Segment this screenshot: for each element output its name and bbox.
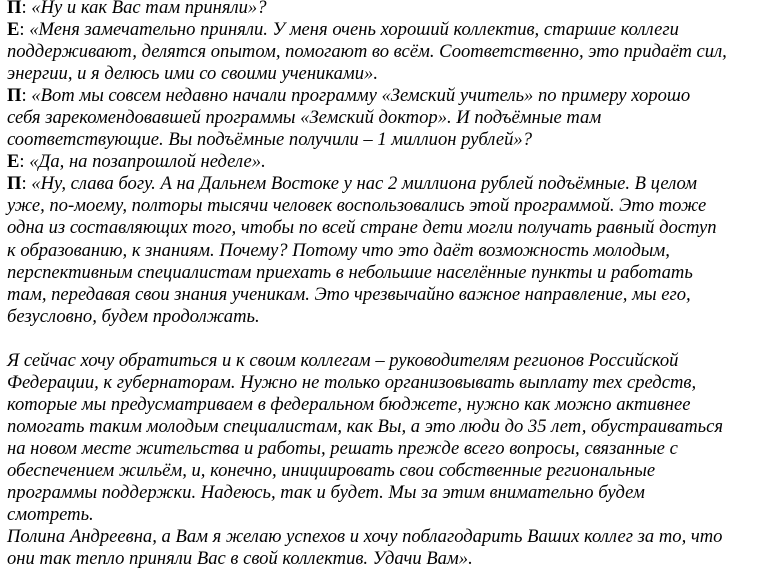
line-text: «Ну и как Вас там приняли»?: [31, 0, 267, 18]
text-line: [7, 262, 767, 284]
speaker-separator: :: [21, 85, 32, 107]
line-text: смотреть.: [7, 504, 94, 526]
text-line: [7, 0, 767, 19]
line-text: «Вот мы совсем недавно начали программу «Земский учитель» по примеру хорошо: [31, 85, 691, 107]
text-line: [7, 548, 767, 570]
speaker-label: П: [7, 0, 22, 18]
speaker-label: Е: [7, 19, 20, 41]
line-text: Федерации, к губернаторам. Нужно не только организовывать выплату тех средств,: [7, 371, 697, 393]
speaker-label: Е: [7, 151, 20, 173]
text-line: [7, 41, 767, 63]
text-line: [7, 151, 767, 173]
line-text: соответствующие. Вы подъёмные получили – 1 миллион рублей»?: [7, 129, 533, 151]
text-line: [7, 240, 767, 262]
line-text: там, передавая свои знания ученикам. Это чрезвычайно важное направление, мы его,: [7, 283, 691, 305]
line-text: себя зарекомендовавшей программы «Земский доктор». И подъёмные там: [7, 107, 602, 129]
transcript-document: [7, 0, 767, 570]
line-text: одна из составляющих того, чтобы по всей стране дети могли получать равный доступ: [7, 217, 717, 239]
line-text: «Меня замечательно приняли. У меня очень хороший коллектив, старшие коллеги: [29, 19, 679, 41]
text-line: [7, 129, 767, 151]
text-line: [7, 416, 767, 438]
text-line: [7, 173, 767, 195]
line-text: перспективным специалистам приехать в небольшие населённые пункты и работать: [7, 261, 693, 283]
text-line: [7, 217, 767, 239]
line-text: на новом месте жительства и работы, решать прежде всего вопросы, связанные с: [7, 437, 678, 459]
speaker-label: П: [7, 173, 22, 195]
line-text: помогать таким молодым специалистам, как Вы, а это люди до 35 лет, обустраиваться: [7, 415, 723, 437]
text-line: [7, 195, 767, 217]
line-text: обеспечением жильём, и, конечно, инициировать свои собственные региональные: [7, 459, 656, 481]
text-line: [7, 350, 767, 372]
line-text: которые мы предусматриваем в федеральном бюджете, нужно как можно активнее: [7, 393, 691, 415]
text-line: [7, 284, 767, 306]
line-text: «Да, на позапрошлой неделе».: [29, 151, 266, 173]
speaker-label: П: [7, 85, 22, 107]
speaker-separator: :: [19, 151, 30, 173]
line-text: Я сейчас хочу обратиться и к своим коллегам – руководителям регионов Российской: [7, 349, 679, 371]
line-text: безусловно, будем продолжать.: [7, 305, 260, 327]
text-line: [7, 504, 767, 526]
line-text: «Ну, слава богу. А на Дальнем Востоке у нас 2 миллиона рублей подъёмные. В целом: [31, 173, 697, 195]
blank-line: [7, 328, 767, 350]
speaker-separator: :: [21, 0, 32, 18]
text-line: [7, 107, 767, 129]
text-line: [7, 63, 767, 85]
line-text: уже, по-моему, полторы тысячи человек воспользовались этой программой. Это тоже: [7, 195, 707, 217]
text-line: [7, 306, 767, 328]
line-text: поддерживают, делятся опытом, помогают во всём. Соответственно, это придаёт сил,: [7, 41, 727, 63]
text-line: [7, 438, 767, 460]
text-line: [7, 372, 767, 394]
text-line: [7, 394, 767, 416]
speaker-separator: :: [21, 173, 32, 195]
line-text: энергии, и я делюсь ими со своими учениками».: [7, 63, 378, 85]
line-text: Полина Андреевна, а Вам я желаю успехов и хочу поблагодарить Ваших коллег за то, что: [7, 526, 723, 548]
line-text: к образованию, к знаниям. Почему? Потому что это даёт возможность молодым,: [7, 239, 670, 261]
line-text: программы поддержки. Надеюсь, так и будет. Мы за этим внимательно будем: [7, 482, 645, 504]
text-line: [7, 526, 767, 548]
text-line: [7, 482, 767, 504]
text-line: [7, 85, 767, 107]
text-line: [7, 460, 767, 482]
line-text: они так тепло приняли Вас в свой коллектив. Удачи Вам».: [7, 548, 473, 570]
text-line: [7, 19, 767, 41]
speaker-separator: :: [19, 19, 30, 41]
